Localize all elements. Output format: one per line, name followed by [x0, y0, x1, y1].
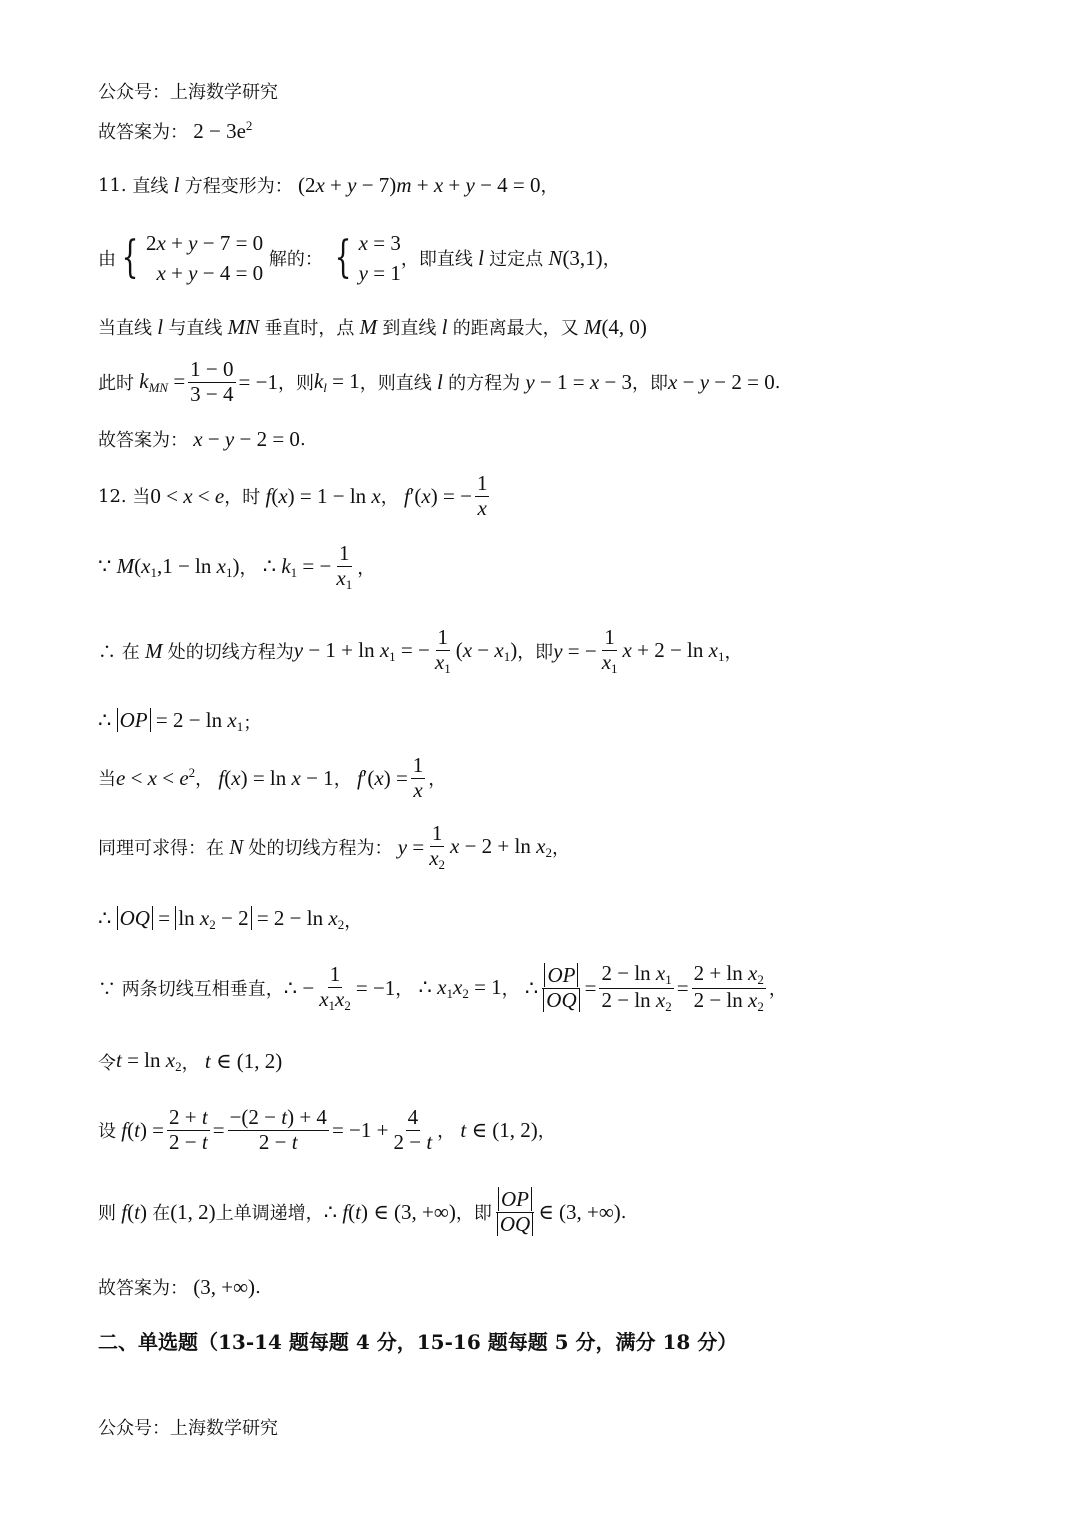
q11-answer: 故答案为： x − y − 2 = 0 . [98, 426, 306, 451]
footer-source: 公众号：上海数学研究 [98, 1418, 278, 1439]
section-2-title: 二、单选题（13-14 题每题 4 分，15-16 题每题 5 分，满分 18 分） [98, 1330, 738, 1354]
header-source: 公众号：上海数学研究 [98, 82, 278, 103]
q12-line-1: 12. 当 0 < x < e ，时 f(x) = 1 − ln x ， f′(x) = − $\frac{1}{x}$ [98, 471, 488, 520]
q12-answer: 故答案为： (3, +∞) . [98, 1274, 261, 1299]
answer-10-value: $2 - 3e^2$ [188, 118, 253, 143]
q12-line-6: 同理可求得：在 N 处的切线方程为： y = $\frac{1}{x_2}$ $x - 2 + \ln x_2$ ， [98, 821, 570, 872]
q12-line-3: ∴ 在 M 处的切线方程为 $y - 1 + \ln x_1$ = − $\frac{1}{x_1}$ $(x - x_1)$ ，即 y = − $\frac{1}{x_1}$ $x + 2 - \ln x_1$ ， [98, 625, 743, 676]
q12-line-2: ∵ $M(x_1,1 - \ln x_1)$ ， ∴ $k_1$ = − $\frac{1}{x_1}$ ， [98, 541, 376, 592]
q12-line-8: ∵ 两条切线互相垂直， ∴ − $\frac{1}{x_1x_2}$ = −1 ， ∴ $x_1x_2 = 1$ ， ∴ $\frac{OP}{OQ}$ = $\frac{2 - \ln x_1}{2 - \ln x_2}$ = $\frac{2 + \ln x_2}{2 - \ln x_2}$ ， [98, 961, 787, 1014]
q11-line-1: 11. 直线 l 方程变形为： (2x + y − 7)m + x + y − 4 = 0 ， [98, 172, 559, 197]
q11-line-3: 当直线 l 与直线 MN 垂直时，点 M 到直线 l 的距离最大，又 M(4, 0) [98, 314, 647, 339]
q12-line-5: 当 $e < x < e^2$ ， f(x) = ln x − 1 ， f′(x) = $\frac{1}{x}$ ， [98, 753, 447, 802]
q11-line-2: 由 { 2x + y − 7 = 0 x + y − 4 = 0 解的： { x = 3 y = 1 ，即直线 l 过定点 N(3,1) ， [98, 231, 621, 286]
answer-10: 故答案为： $2 - 3e^2$ [98, 118, 253, 143]
q11-line-4: 此时 $k_{MN}$ = $\frac{1 - 0}{3 - 4}$ = −1 ，则 $k_l = 1$ ，则直线 l 的方程为 y − 1 = x − 3 ，即 x − y − 2 = 0 . [98, 357, 781, 406]
q12-line-11: 则 f(t) 在 (1, 2) 上单调递增， ∴ f(t) ∈ (3, +∞) ，即 $\frac{OP}{OQ}$ ∈ (3, +∞) . [98, 1187, 627, 1236]
q12-line-10: 设 f(t) = $\frac{2 + t}{2 - t}$ = $\frac{-(2 - t) + 4}{2 - t}$ = −1 + $\frac{4}{2 - t}$ ， t ∈ (1, 2) ， [98, 1105, 556, 1154]
q12-line-9: 令 $t = \ln x_2$ ， t ∈ (1, 2) [98, 1048, 283, 1074]
q12-line-7: ∴ OQ = $\ln x_2 - 2 = 2 - \ln x_2$ ， [98, 906, 363, 932]
q12-line-4: ∴ OP = $2 - \ln x_1$ ； [98, 708, 262, 734]
